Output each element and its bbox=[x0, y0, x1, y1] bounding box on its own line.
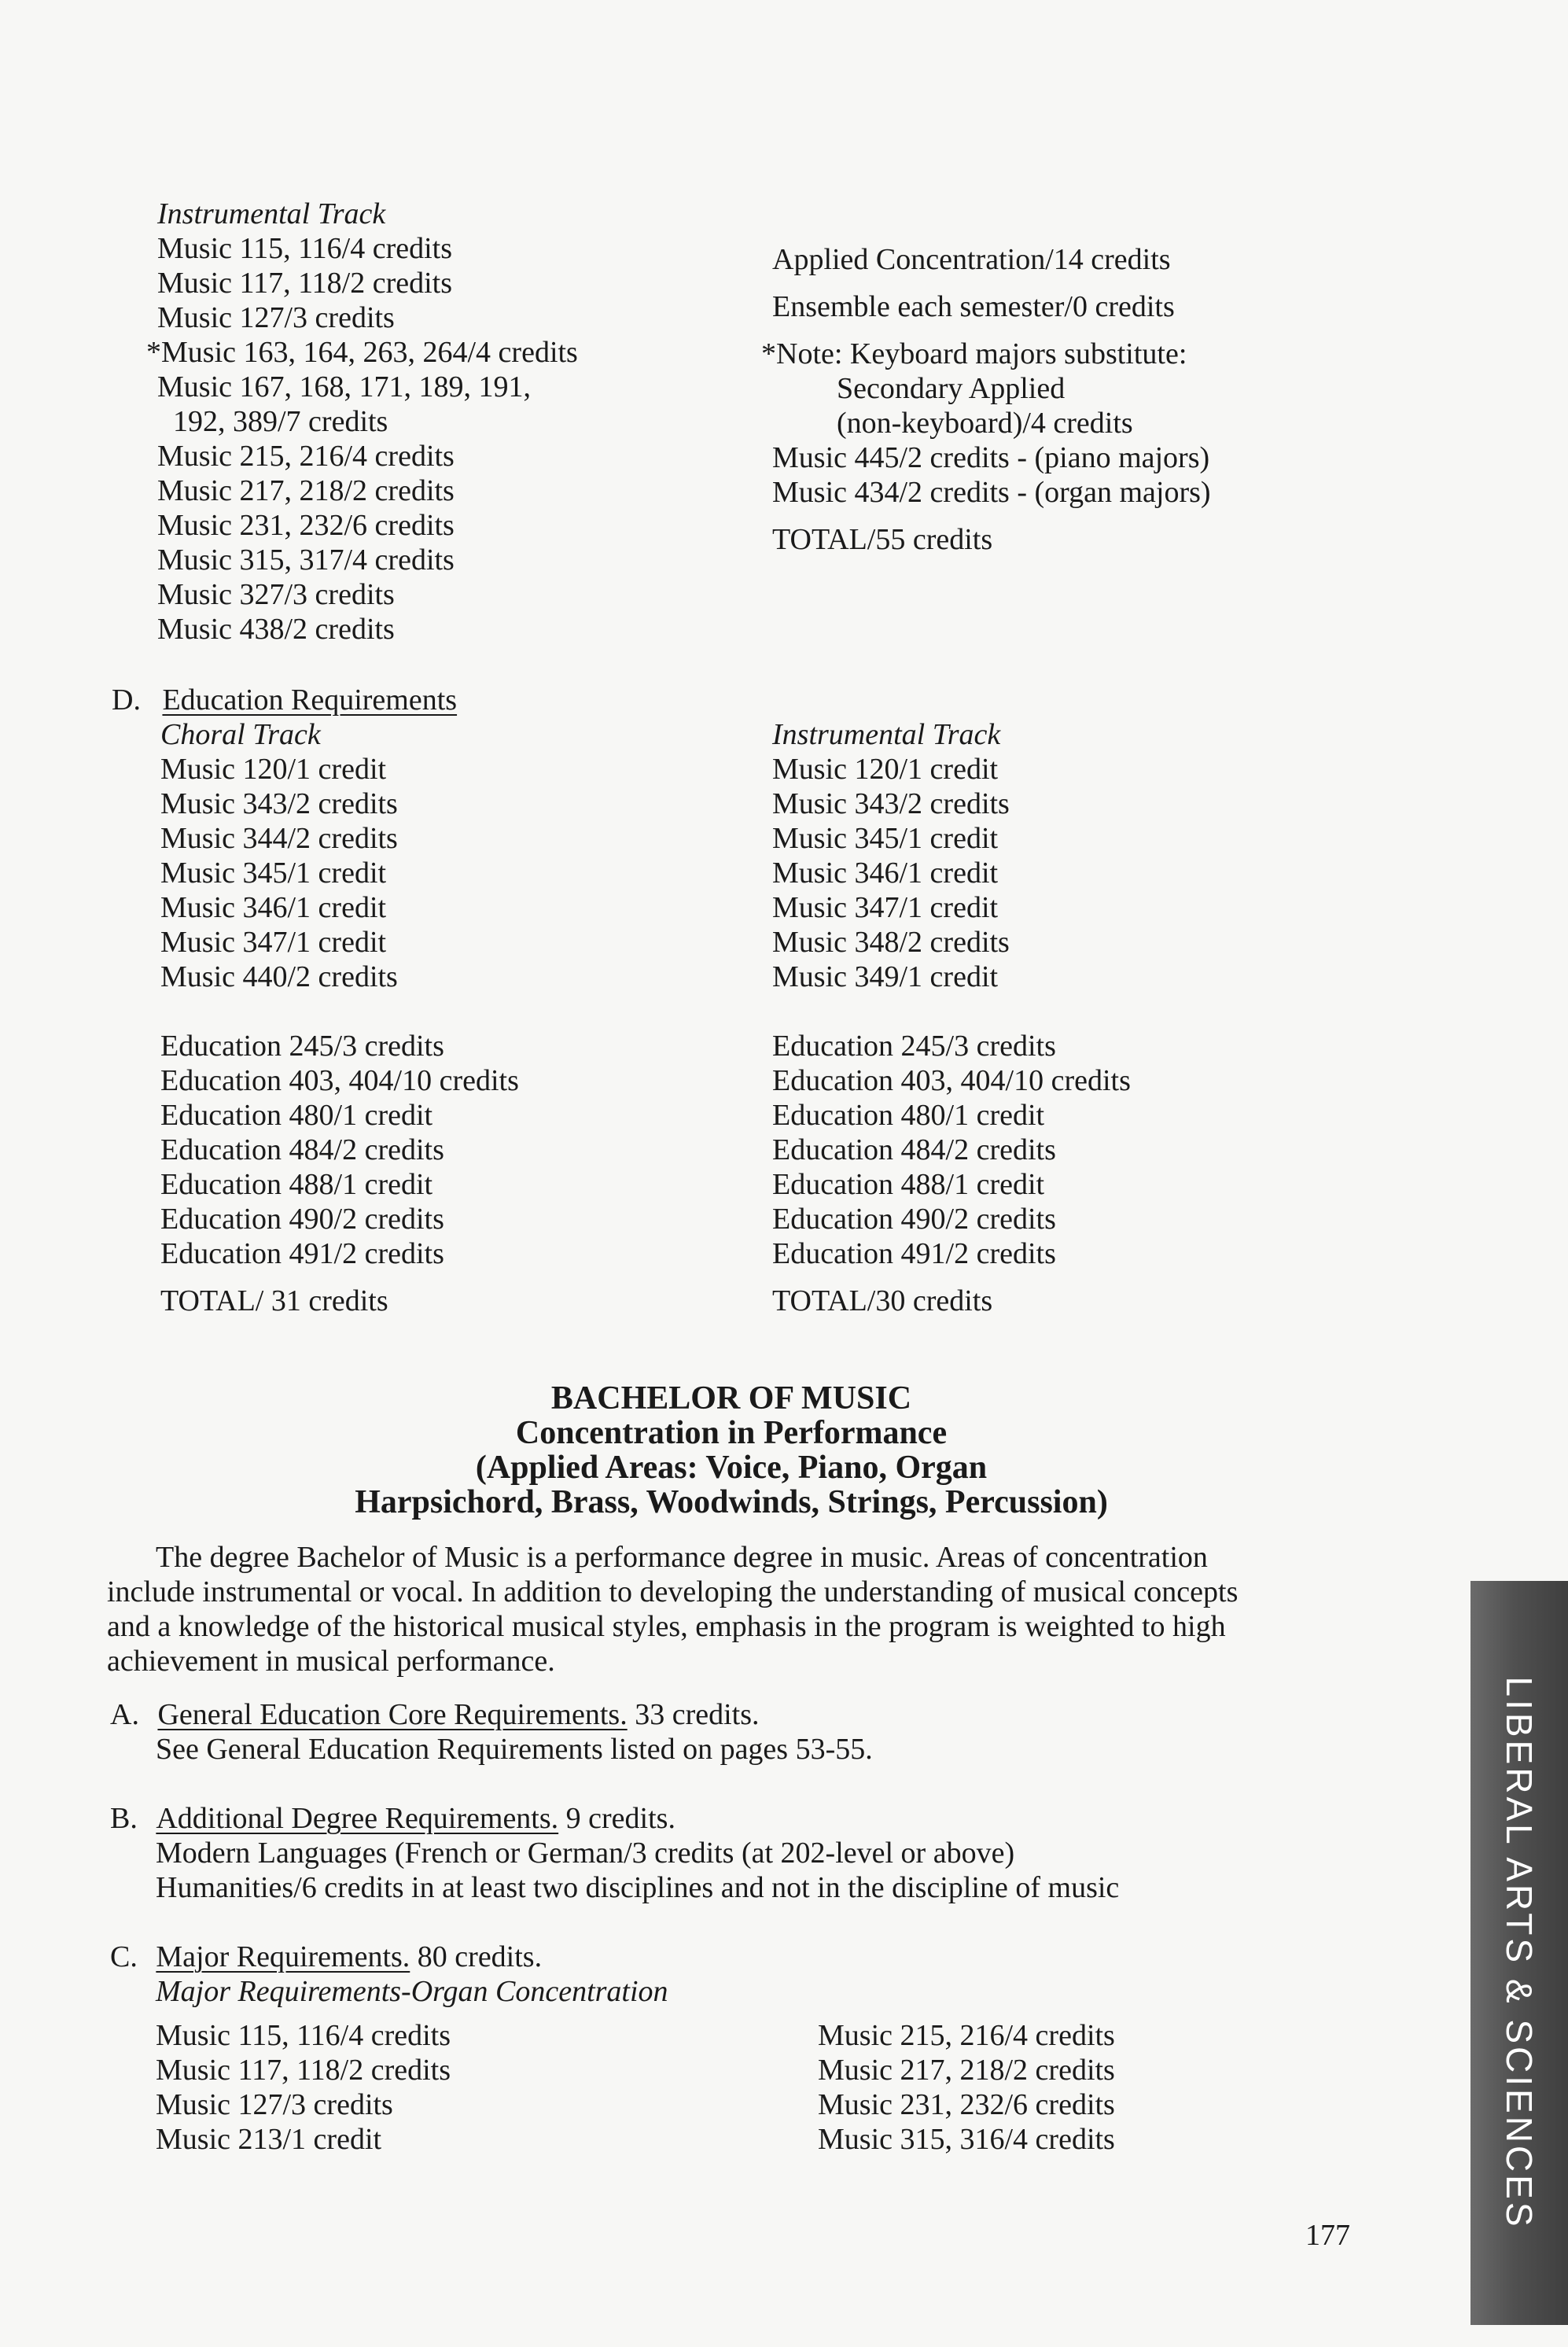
list-item: Music 344/2 credits bbox=[160, 822, 398, 855]
list-item: Music 127/3 credits bbox=[156, 2088, 393, 2121]
list-item: Education 491/2 credits bbox=[160, 1237, 444, 1270]
intro-paragraph bbox=[107, 1540, 1238, 1678]
list-item: Music 346/1 credit bbox=[772, 857, 999, 890]
list-item: Music 315, 317/4 credits bbox=[157, 543, 455, 577]
list-item: Music 315, 316/4 credits bbox=[818, 2123, 1115, 2156]
section-credits: 80 credits. bbox=[417, 1940, 543, 1973]
instrumental-track-heading: Instrumental Track bbox=[772, 718, 1001, 751]
list-item: Music 440/2 credits bbox=[160, 960, 398, 993]
list-item: Education 490/2 credits bbox=[772, 1203, 1056, 1236]
section-title: Education Requirements bbox=[162, 683, 458, 717]
section-letter: C. bbox=[110, 1940, 138, 1973]
list-item: Education 488/1 credit bbox=[160, 1168, 433, 1201]
section-letter: D. bbox=[112, 683, 141, 717]
list-item: Music 348/2 credits bbox=[772, 926, 1010, 959]
list-item: Music 434/2 credits - (organ majors) bbox=[772, 476, 1211, 509]
requirement-detail: Humanities/6 credits in at least two disciplines and not in the discipline of music bbox=[156, 1871, 1120, 1904]
list-item: Music 343/2 credits bbox=[772, 787, 1010, 820]
choral-track-heading: Choral Track bbox=[160, 718, 321, 751]
list-item: Education 245/3 credits bbox=[160, 1030, 444, 1063]
list-item: Music 445/2 credits - (piano majors) bbox=[772, 441, 1210, 474]
list-item: Music 217, 218/2 credits bbox=[157, 474, 455, 507]
list-item: Music 215, 216/4 credits bbox=[818, 2019, 1115, 2052]
list-item: (non-keyboard)/4 credits bbox=[837, 407, 1133, 440]
section-letter: B. bbox=[110, 1802, 138, 1835]
degree-title: BACHELOR OF MUSIC bbox=[550, 1380, 912, 1417]
list-item: Music 120/1 credit bbox=[772, 753, 999, 786]
list-item: Music 167, 168, 171, 189, 191, bbox=[157, 370, 531, 403]
list-item: Music 215, 216/4 credits bbox=[157, 440, 455, 473]
list-item: Education 480/1 credit bbox=[160, 1099, 433, 1132]
list-item: Music 120/1 credit bbox=[160, 753, 387, 786]
degree-subtitle: (Applied Areas: Voice, Piano, Organ bbox=[475, 1450, 988, 1486]
list-item: Education 403, 404/10 credits bbox=[772, 1064, 1131, 1097]
list-item: Music 347/1 credit bbox=[160, 926, 387, 959]
list-item: Music 346/1 credit bbox=[160, 891, 387, 924]
list-item: Education 480/1 credit bbox=[772, 1099, 1045, 1132]
paragraph-line: and a knowledge of the historical musical styles, emphasis in the program is weighted to high bbox=[107, 1610, 1226, 1643]
requirement-detail: Modern Languages (French or German/3 credits (at 202-level or above) bbox=[156, 1837, 1015, 1870]
bachelor-title bbox=[110, 1381, 1353, 1520]
total-line: TOTAL/55 credits bbox=[772, 523, 993, 556]
list-item: Music 438/2 credits bbox=[157, 613, 395, 646]
list-item: Music 115, 116/4 credits bbox=[157, 232, 453, 265]
list-item: Ensemble each semester/0 credits bbox=[772, 290, 1175, 323]
section-title: Major Requirements. bbox=[156, 1940, 410, 1973]
list-item: Education 488/1 credit bbox=[772, 1168, 1045, 1201]
choral-track bbox=[160, 717, 519, 1318]
list-item: Music 127/3 credits bbox=[157, 301, 395, 334]
list-item: *Note: Keyboard majors substitute: bbox=[761, 337, 1187, 370]
paragraph-line: achievement in musical performance. bbox=[107, 1645, 555, 1678]
list-item: Applied Concentration/14 credits bbox=[772, 243, 1171, 276]
degree-subtitle: Concentration in Performance bbox=[515, 1415, 948, 1451]
list-item: Secondary Applied bbox=[837, 372, 1066, 405]
list-item: Education 484/2 credits bbox=[772, 1133, 1056, 1166]
list-item: Music 217, 218/2 credits bbox=[818, 2054, 1115, 2087]
page-number: 177 bbox=[1305, 2219, 1350, 2252]
applied-block bbox=[761, 242, 1211, 557]
list-item: *Music 163, 164, 263, 264/4 credits bbox=[146, 336, 578, 369]
requirement-c bbox=[110, 1940, 668, 2009]
list-item: Education 490/2 credits bbox=[160, 1203, 444, 1236]
list-item: Music 343/2 credits bbox=[160, 787, 398, 820]
paragraph-line: The degree Bachelor of Music is a performance degree in music. Areas of concentration bbox=[156, 1541, 1208, 1574]
organ-requirements-right bbox=[818, 2018, 1115, 2157]
section-letter: A. bbox=[110, 1698, 139, 1731]
list-item: Education 245/3 credits bbox=[772, 1030, 1056, 1063]
total-line: TOTAL/30 credits bbox=[772, 1284, 993, 1317]
requirement-b bbox=[110, 1801, 1119, 1905]
organ-requirements-left bbox=[156, 2018, 451, 2157]
requirement-detail: See General Education Requirements listed on pages 53-55. bbox=[156, 1733, 873, 1766]
section-title: General Education Core Requirements. bbox=[157, 1698, 628, 1731]
requirement-a bbox=[110, 1697, 873, 1767]
side-tab-label: LIBERAL ARTS & SCIENCES bbox=[1499, 1676, 1540, 2230]
list-item: Education 484/2 credits bbox=[160, 1133, 444, 1166]
section-d-heading bbox=[112, 683, 457, 717]
instrumental-track-heading: Instrumental Track bbox=[157, 197, 386, 230]
section-credits: 33 credits. bbox=[635, 1698, 760, 1731]
list-item: Music 347/1 credit bbox=[772, 891, 999, 924]
section-credits: 9 credits. bbox=[565, 1802, 675, 1835]
list-item: Music 115, 116/4 credits bbox=[156, 2019, 451, 2052]
list-item: Music 231, 232/6 credits bbox=[157, 509, 455, 542]
list-item: Music 231, 232/6 credits bbox=[818, 2088, 1115, 2121]
requirement-subheading: Major Requirements-Organ Concentration bbox=[156, 1975, 668, 2008]
paragraph-line: include instrumental or vocal. In addition to developing the understanding of musical concepts bbox=[107, 1575, 1239, 1608]
section-side-tab bbox=[1470, 1581, 1568, 2325]
list-item: Music 345/1 credit bbox=[772, 822, 999, 855]
list-item: Music 345/1 credit bbox=[160, 857, 387, 890]
list-item: Education 491/2 credits bbox=[772, 1237, 1056, 1270]
list-item: Music 349/1 credit bbox=[772, 960, 999, 993]
instrumental-track-education bbox=[772, 717, 1131, 1318]
total-line: TOTAL/ 31 credits bbox=[160, 1284, 388, 1317]
section-title: Additional Degree Requirements. bbox=[156, 1802, 559, 1835]
list-item: Music 117, 118/2 credits bbox=[157, 267, 453, 300]
list-item: 192, 389/7 credits bbox=[173, 405, 388, 438]
list-item: Music 117, 118/2 credits bbox=[156, 2054, 451, 2087]
list-item: Education 403, 404/10 credits bbox=[160, 1064, 519, 1097]
instrumental-track-top bbox=[146, 197, 578, 647]
list-item: Music 327/3 credits bbox=[157, 578, 395, 611]
degree-subtitle: Harpsichord, Brass, Woodwinds, Strings, Percussion) bbox=[355, 1484, 1108, 1520]
list-item: Music 213/1 credit bbox=[156, 2123, 382, 2156]
